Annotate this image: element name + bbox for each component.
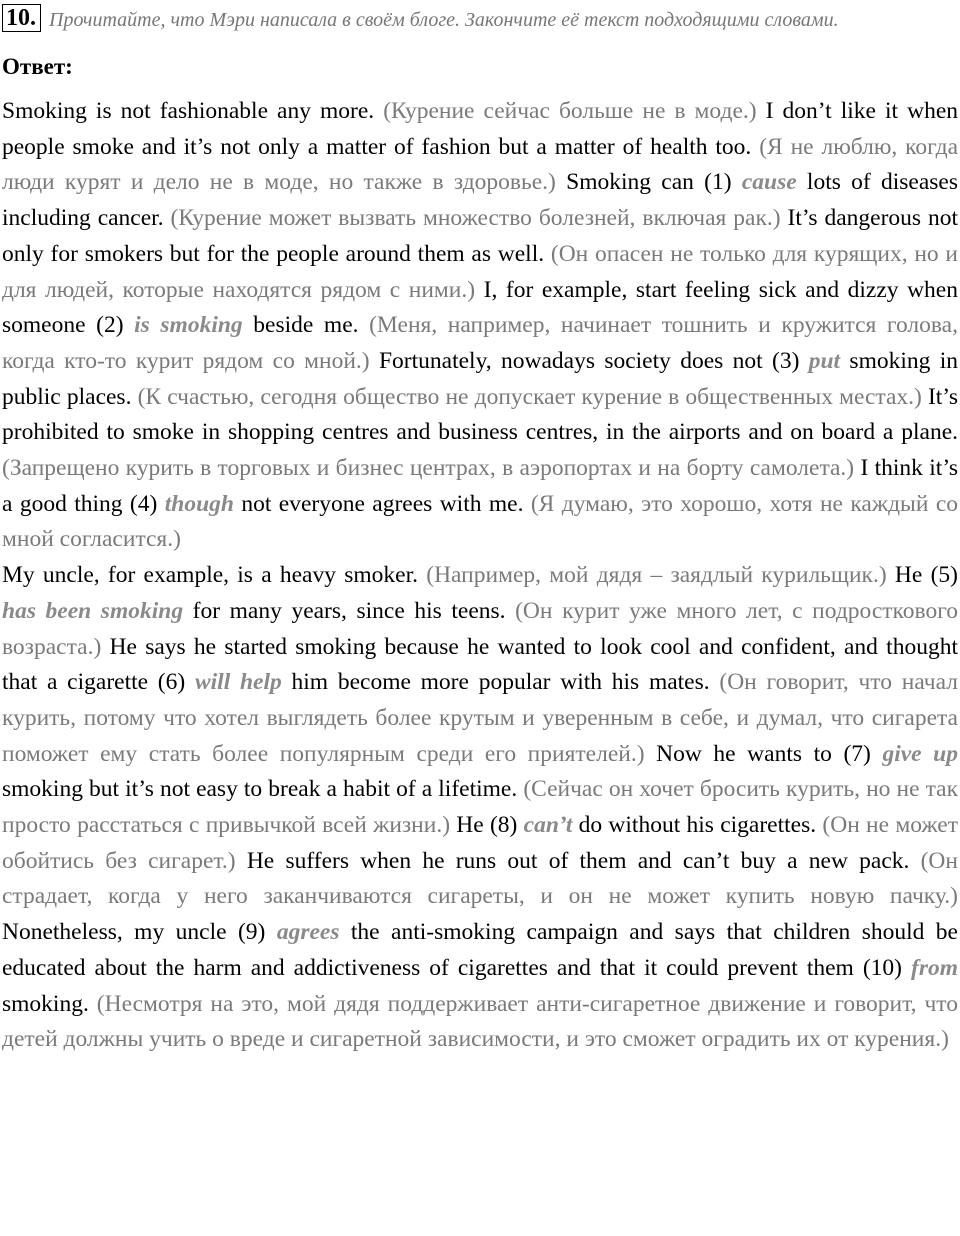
english-text: him become more popular with his mates.	[281, 669, 720, 696]
russian-translation: (Например, мой дядя – заядлый курильщик.)	[426, 562, 887, 589]
english-text: lots of diseases including cancer.	[2, 169, 958, 232]
filled-answer: cause	[741, 169, 797, 196]
english-text: do without his cigarettes.	[572, 812, 823, 839]
russian-translation: (К счастью, сегодня общество не допускает курение в общественных местах.)	[137, 383, 922, 410]
paragraph	[2, 558, 958, 1058]
english-text: smoking in public places.	[2, 347, 958, 410]
russian-translation: (Я думаю, это хорошо, хотя не каждый со мной согласится.)	[2, 490, 958, 553]
russian-translation: (Он не может обойтись без сигарет.)	[2, 812, 958, 874]
filled-answer: give up	[882, 740, 958, 767]
russian-translation: (Запрещено курить в торговых и бизнес центрах, в аэропортах и на борту самолета.)	[2, 455, 855, 482]
task-number: 10.	[2, 4, 41, 32]
russian-translation: (Несмотря на это, мой дядя поддерживает анти-сигаретное движение и говорит, что детей должны учить о вреде и сигаретной зависимости, и это сможет оградить их от курения.)	[2, 990, 958, 1053]
english-text: I, for example, start feeling sick and dizzy when someone (2)	[2, 276, 958, 339]
filled-answer: can’t	[523, 812, 573, 839]
filled-answer: will help	[194, 669, 282, 696]
russian-translation: (Он говорит, что начал курить, потому что хотел выглядеть более крутым и уверенным в себе, и думал, что сигарета поможет ему стать более популярным среди его приятелей.)	[2, 669, 958, 767]
english-text: It’s dangerous not only for smokers but for the people around them as well.	[2, 205, 958, 267]
paragraph	[2, 94, 958, 558]
english-text: beside me.	[242, 312, 370, 339]
english-text: Smoking can (1)	[555, 169, 742, 196]
task-instruction: Прочитайте, что Мэри написала в своём блоге. Закончите её текст подходящими словами.	[49, 9, 839, 31]
english-text: the anti-smoking campaign and says that children should be educated about the harm and addictiveness of cigarettes and that it could prevent them (10)	[2, 919, 958, 981]
russian-translation: (Я не люблю, когда люди курят и дело не в моде, но также в здоровье.)	[2, 133, 959, 196]
filled-answer: agrees	[276, 919, 340, 946]
english-text: He (5)	[886, 562, 958, 589]
filled-answer: though	[164, 490, 234, 517]
filled-answer: from	[911, 954, 958, 981]
russian-translation: (Курение может вызвать множество болезней, включая рак.)	[170, 205, 781, 232]
english-text: He (8)	[450, 812, 524, 839]
english-text: not everyone agrees with me.	[233, 490, 531, 517]
filled-answer: is smoking	[134, 312, 243, 339]
english-text: He suffers when he runs out of them and can’t buy a new pack.	[235, 847, 921, 874]
russian-translation: (Он опасен не только для курящих, но и для людей, которые находятся рядом с ними.)	[2, 240, 958, 303]
english-text: It’s prohibited to smoke in shopping centres and business centres, in the airports and on board a plane.	[2, 383, 958, 446]
english-text: Fortunately, nowadays society does not (3)	[369, 347, 809, 374]
filled-answer: has been smoking	[2, 597, 184, 624]
russian-translation: (Он страдает, когда у него заканчиваются сигареты, и он не может купить новую пачку.)	[2, 847, 958, 910]
russian-translation: (Он курит уже много лет, с подросткового возраста.)	[2, 597, 959, 660]
task-header	[2, 4, 958, 35]
english-text: for many years, since his teens.	[183, 597, 516, 624]
english-text: I think it’s a good thing (4)	[2, 455, 958, 517]
english-text: Nonetheless, my uncle (9)	[2, 919, 277, 946]
russian-translation: (Курение сейчас больше не в моде.)	[383, 98, 757, 124]
english-text: I don’t like it when people smoke and it’s not only a matter of fashion but a matter of health too.	[2, 98, 958, 160]
english-text: smoking but it’s not easy to break a habit of a lifetime.	[2, 776, 524, 803]
english-text: Smoking is not fashionable any more.	[2, 98, 384, 124]
answer-label: Ответ:	[2, 54, 73, 79]
blog-text	[2, 94, 958, 1058]
english-text: smoking.	[2, 990, 97, 1017]
english-text: He says he started smoking because he wanted to look cool and confident, and thought that a cigarette (6)	[2, 633, 958, 696]
filled-answer: put	[808, 347, 841, 374]
english-text: Now he wants to (7)	[644, 740, 883, 767]
russian-translation: (Меня, например, начинает тошнить и кружится голова, когда кто-то курит рядом со мной.)	[2, 312, 958, 374]
english-text: My uncle, for example, is a heavy smoker.	[2, 562, 427, 589]
russian-translation: (Сейчас он хочет бросить курить, но не так просто расстаться с привычкой всей жизни.)	[2, 776, 958, 839]
